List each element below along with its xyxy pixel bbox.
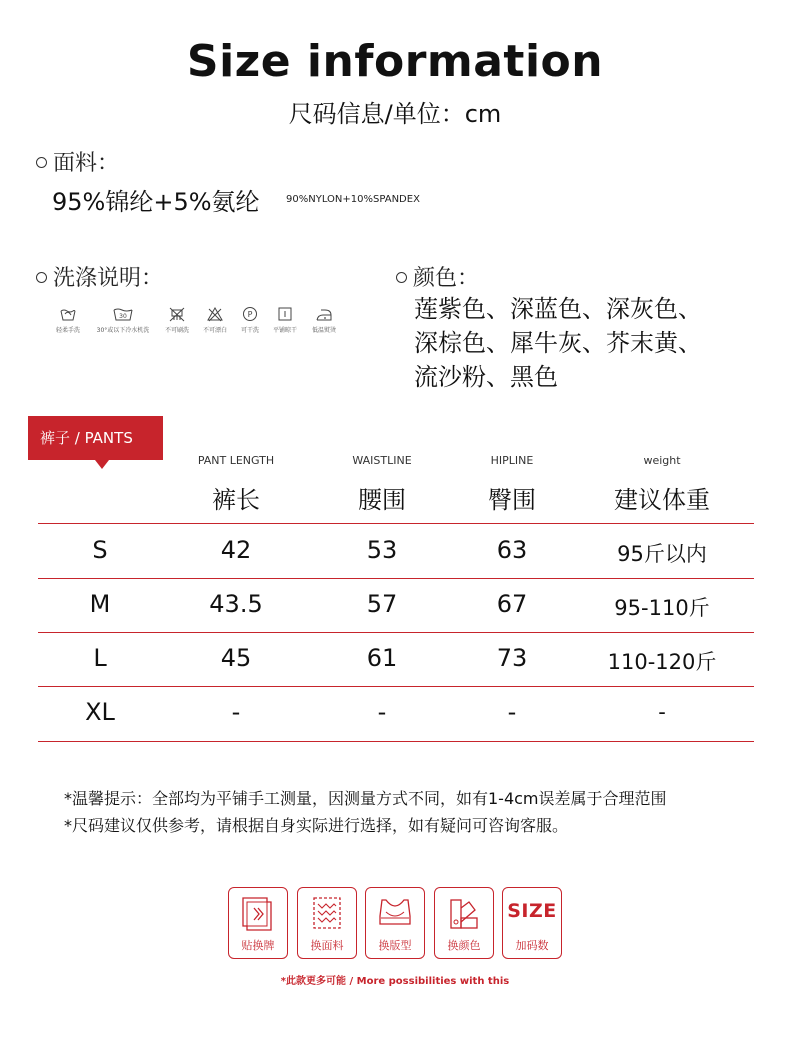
table-cell-hip: 67 — [496, 590, 528, 618]
table-cell-length: 42 — [220, 536, 252, 564]
table-cell-length: - — [231, 698, 241, 726]
colors-line: 流沙粉、黑色 — [414, 363, 558, 391]
table-cell-weight: 110-120斤 — [607, 650, 717, 674]
care-item-label: 可干洗 — [240, 327, 259, 334]
care-section-heading — [36, 261, 163, 292]
feature-label: 贴换牌 — [241, 939, 275, 952]
care-item-label: 不可刷洗 — [164, 327, 189, 334]
column-header-zh: 腰围 — [358, 486, 406, 514]
fabric-composition-en: 90%NYLON+10%SPANDEX — [286, 194, 420, 205]
table-cell-hip: 63 — [496, 536, 528, 564]
wash-temp-text: 30 — [119, 313, 127, 320]
table-divider — [38, 523, 754, 524]
machine-wash-icon — [112, 306, 134, 322]
color-swatch-icon — [443, 894, 485, 934]
table-cell-size: L — [93, 644, 107, 672]
table-divider — [38, 578, 754, 579]
feature-style-swap — [365, 887, 425, 959]
table-cell-weight: 95斤以内 — [617, 542, 707, 566]
column-header-en: PANT LENGTH — [197, 454, 275, 467]
bullet-circle-icon — [36, 272, 47, 283]
column-header-en: weight — [643, 454, 681, 467]
care-item-label: 30°或以下冷水机洗 — [96, 327, 150, 334]
page-subtitle: 尺码信息/单位：cm — [288, 100, 502, 128]
pants-tag-pointer — [95, 460, 109, 469]
measurement-note: *温馨提示：全部均为平铺手工测量，因测量方式不同，如有1-4cm误差属于合理范围 — [64, 789, 667, 808]
care-item — [235, 306, 265, 334]
care-item — [268, 306, 302, 334]
care-item-label: 不可漂白 — [202, 327, 227, 334]
hand-wash-icon — [59, 306, 77, 322]
colors-list — [414, 292, 774, 394]
care-icons-row — [50, 306, 350, 346]
table-cell-size: S — [92, 536, 108, 564]
page-title: Size information — [186, 36, 604, 87]
fabric-section-heading — [36, 146, 119, 177]
table-cell-weight: - — [658, 700, 666, 724]
pants-tag: 裤子 / PANTS — [28, 416, 163, 460]
colors-line: 莲紫色、深蓝色、深灰色、 — [414, 295, 702, 323]
table-cell-length: 45 — [220, 644, 252, 672]
fabric-composition-cn: 95%锦纶+5%氨纶 — [52, 188, 260, 216]
bullet-circle-icon — [396, 272, 407, 283]
no-bleach-icon — [206, 306, 224, 322]
table-cell-waist: 53 — [366, 536, 398, 564]
fabric-swap-icon — [306, 894, 348, 934]
table-divider — [38, 741, 754, 742]
bullet-circle-icon — [36, 157, 47, 168]
feature-label: 换面料 — [310, 939, 344, 952]
flat-dry-icon — [276, 306, 294, 322]
dry-clean-letter: P — [247, 310, 253, 319]
column-header-en: HIPLINE — [490, 454, 534, 467]
column-header-zh: 臀围 — [488, 486, 536, 514]
low-iron-icon — [315, 306, 333, 322]
column-header-zh: 裤长 — [212, 486, 260, 514]
feature-color-swap — [434, 887, 494, 959]
colors-line: 深棕色、犀牛灰、芥末黄、 — [414, 329, 702, 357]
colors-section-heading — [396, 261, 479, 292]
table-cell-hip: - — [507, 698, 517, 726]
care-item — [160, 306, 194, 334]
table-cell-size: XL — [85, 698, 115, 726]
no-brush-icon — [168, 306, 186, 322]
feature-label: 换颜色 — [447, 939, 481, 952]
care-item — [50, 306, 86, 334]
dry-clean-icon — [241, 306, 259, 322]
feature-label-swap — [228, 887, 288, 959]
feature-label: 加码数 — [515, 939, 549, 952]
fabric-label: 面料： — [53, 151, 120, 176]
size-advice-note: *尺码建议仅供参考，请根据自身实际进行选择，如有疑问可咨询客服。 — [64, 816, 569, 835]
care-item — [90, 306, 156, 334]
feature-fabric-swap — [297, 887, 357, 959]
table-cell-waist: 57 — [366, 590, 398, 618]
care-label: 洗涤说明： — [53, 266, 164, 291]
feature-add-size — [502, 887, 562, 959]
care-item — [306, 306, 342, 334]
column-header-zh: 建议体重 — [614, 486, 710, 514]
table-cell-waist: 61 — [366, 644, 398, 672]
table-cell-hip: 73 — [496, 644, 528, 672]
feature-label: 换版型 — [378, 939, 412, 952]
size-word-icon: SIZE — [507, 900, 557, 922]
care-item-label: 低温熨烫 — [311, 327, 336, 334]
table-cell-weight: 95-110斤 — [614, 596, 710, 620]
column-header-en: WAISTLINE — [352, 454, 412, 467]
table-cell-waist: - — [377, 698, 387, 726]
care-item-label: 平铺晾干 — [272, 327, 297, 334]
colors-label: 颜色： — [413, 266, 480, 291]
table-divider — [38, 632, 754, 633]
table-cell-size: M — [89, 590, 111, 618]
table-cell-length: 43.5 — [209, 590, 263, 618]
table-divider — [38, 686, 754, 687]
label-swap-icon — [237, 894, 279, 934]
care-item-label: 轻柔手洗 — [55, 327, 80, 334]
sports-bra-icon — [374, 894, 416, 934]
care-item — [198, 306, 232, 334]
more-possibilities-footnote: *此款更多可能 / More possibilities with this — [280, 976, 510, 987]
